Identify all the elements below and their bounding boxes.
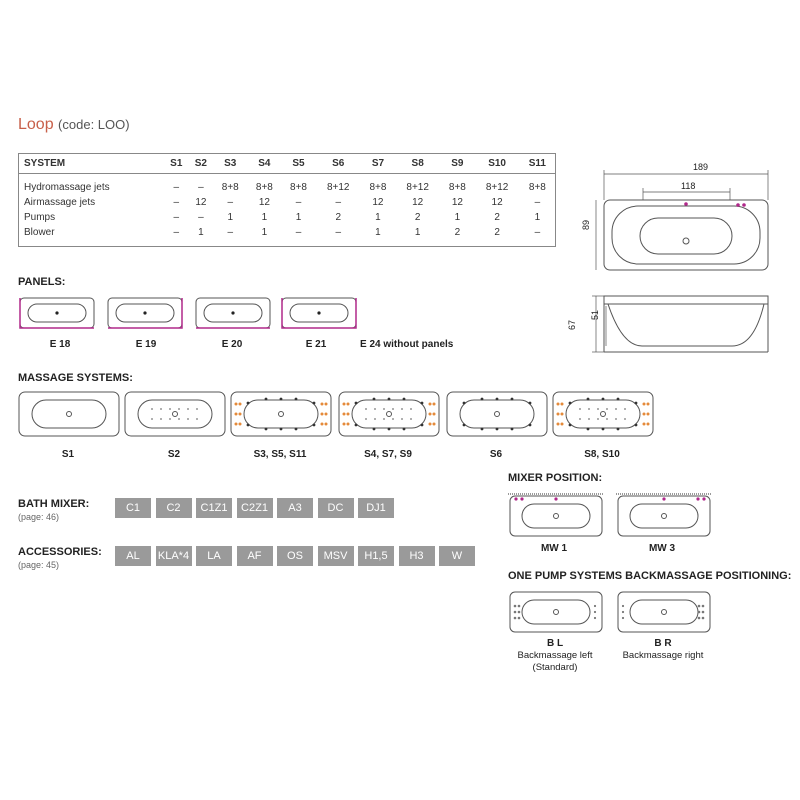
table-row [19, 180, 556, 195]
dim-inner-height: 51 [590, 309, 600, 320]
table-cell: 1 [198, 227, 204, 238]
table-cell: – [335, 197, 341, 208]
bath_mixer-item[interactable]: C1Z1 [196, 498, 232, 518]
massage-system-icon [447, 392, 547, 436]
table-cell: 8+8 [369, 182, 387, 193]
table-header-cell: S6 [316, 154, 361, 174]
table-row [19, 210, 556, 225]
massage-system-icon [125, 392, 225, 436]
table-cell: 12 [195, 197, 207, 208]
table-cell: 8+8 [255, 182, 273, 193]
table-cell: 1 [227, 212, 234, 223]
panels-heading: PANELS: [18, 276, 66, 288]
massage-label: S1 [61, 449, 75, 460]
table-cell: 8+12 [485, 182, 509, 193]
table-cell: 1 [534, 212, 541, 223]
accessories-item[interactable]: AF [237, 546, 273, 566]
mixer-position-label: MW 3 [648, 543, 676, 554]
table-cell: 2 [414, 212, 421, 223]
backmassage-right-icon [618, 592, 710, 632]
table-cell: 2 [494, 212, 500, 223]
row-label: Blower [24, 227, 55, 238]
table-header-cell: S8 [395, 154, 440, 174]
accessories-item[interactable]: H3 [399, 546, 435, 566]
table-cell: – [295, 227, 302, 238]
table-cell: 1 [375, 227, 381, 238]
table-cell: 2 [494, 227, 500, 238]
table-cell: – [173, 197, 180, 208]
table-header-cell: S7 [361, 154, 395, 174]
table-header-system: SYSTEM [19, 154, 165, 174]
table-header-cell: S3 [213, 154, 247, 174]
table-cell: – [534, 197, 541, 208]
accessories-heading: ACCESSORIES: [18, 546, 102, 558]
bath_mixer-item[interactable]: DC [318, 498, 354, 518]
table-cell: – [534, 227, 541, 238]
bath_mixer-item[interactable]: C2Z1 [237, 498, 273, 518]
table-cell: – [295, 197, 302, 208]
dim-width: 189 [693, 162, 709, 172]
panels-diagrams [18, 296, 458, 332]
table-header-cell: S5 [281, 154, 315, 174]
accessories-item[interactable]: LA [196, 546, 232, 566]
panel-e20-icon [196, 298, 270, 328]
table-cell: 1 [375, 212, 381, 223]
table-cell: 1 [295, 212, 302, 223]
accessories-item[interactable]: H1,5 [358, 546, 394, 566]
page-title [18, 116, 130, 134]
product-code: (code: LOO) [58, 117, 130, 132]
table-header-cell: S2 [189, 154, 214, 174]
panel-e18-icon [20, 298, 94, 328]
table-cell: – [227, 227, 234, 238]
row-label: Airmassage jets [24, 197, 96, 208]
table-cell: 2 [335, 212, 341, 223]
massage-diagrams [18, 390, 658, 440]
accessories-item[interactable]: AL [115, 546, 151, 566]
table-header-cell: S9 [440, 154, 474, 174]
massage-heading: MASSAGE SYSTEMS: [18, 372, 133, 384]
accessories-item[interactable]: KLA*4 [156, 546, 192, 566]
table-cell: 8+12 [326, 182, 350, 193]
table-cell: 12 [372, 197, 384, 208]
massage-system-icon [553, 392, 653, 436]
mw1-icon [508, 494, 604, 536]
table-cell: 1 [261, 227, 268, 238]
massage-label: S2 [167, 449, 181, 460]
table-cell: 12 [412, 197, 424, 208]
massage-label: S6 [489, 449, 503, 460]
table-cell: 12 [491, 197, 503, 208]
table-cell: – [198, 182, 204, 193]
table-body [19, 174, 556, 247]
table-header-row [19, 154, 556, 174]
massage-label: S4, S7, S9 [364, 449, 412, 460]
table-cell: 1 [414, 227, 421, 238]
bath_mixer-item[interactable]: A3 [277, 498, 313, 518]
accessories-page: (page: 45) [18, 560, 60, 570]
panel-label: E 19 [135, 339, 157, 350]
massage-label: S3, S5, S11 [253, 449, 307, 460]
table-header-cell: S1 [164, 154, 189, 174]
bath_mixer-item[interactable]: C1 [115, 498, 151, 518]
backmassage-code: B R [654, 638, 672, 649]
dim-height: 67 [567, 319, 577, 330]
backmassage-desc: Backmassage left [517, 650, 593, 661]
mixer-position-label: MW 1 [540, 543, 568, 554]
panel-label: E 20 [221, 339, 243, 350]
table-cell: – [173, 227, 180, 238]
bath-mixer-page: (page: 46) [18, 512, 60, 522]
table-header-cell: S4 [247, 154, 281, 174]
table-cell: 8+8 [448, 182, 466, 193]
massage-system-icon [339, 392, 439, 436]
table-cell: 8+8 [528, 182, 546, 193]
row-label: Pumps [24, 212, 56, 223]
panel-label: E 24 without panels [360, 339, 454, 350]
mixer-position-heading: MIXER POSITION: [508, 472, 603, 484]
mw3-icon [616, 494, 712, 536]
panel-label: E 21 [305, 339, 327, 350]
table-cell: 1 [261, 212, 268, 223]
accessories-item[interactable]: OS [277, 546, 313, 566]
bath_mixer-item[interactable]: DJ1 [358, 498, 394, 518]
table-cell: 1 [454, 212, 461, 223]
panel-e19-icon [108, 298, 182, 328]
backmassage-code: B L [546, 638, 564, 649]
backmassage-note: (Standard) [532, 662, 578, 673]
table-cell: – [198, 212, 204, 223]
row-label: Hydromassage jets [24, 182, 110, 193]
massage-system-icon [19, 392, 119, 436]
table-header-cell: S11 [520, 154, 556, 174]
mixer-position-diagrams [508, 490, 728, 540]
side-view-diagram [582, 290, 782, 360]
table-cell: – [227, 197, 234, 208]
bath-mixer-heading: BATH MIXER: [18, 498, 90, 510]
product-name: Loop [18, 116, 54, 133]
table-row [19, 195, 556, 210]
table-cell: 2 [454, 227, 461, 238]
table-cell: – [173, 182, 180, 193]
table-cell: – [335, 227, 341, 238]
table-row [19, 225, 556, 240]
dim-inner-width: 118 [681, 181, 696, 191]
table-cell: 12 [451, 197, 463, 208]
bath_mixer-item[interactable]: C2 [156, 498, 192, 518]
table-cell: 8+8 [290, 182, 307, 193]
backmassage-diagrams [508, 590, 728, 636]
accessories-item[interactable]: W [439, 546, 475, 566]
dim-depth: 89 [581, 219, 591, 230]
spec-table [18, 153, 556, 247]
accessories-item[interactable]: MSV [318, 546, 354, 566]
table-header-cell: S10 [474, 154, 519, 174]
massage-system-icon [231, 392, 331, 436]
table-cell: – [173, 212, 180, 223]
panel-e21-icon [282, 298, 356, 328]
massage-label: S8, S10 [584, 449, 620, 460]
table-cell: 8+12 [406, 182, 429, 193]
backmassage-left-icon [510, 592, 602, 632]
table-cell: 12 [258, 197, 270, 208]
backmassage-desc: Backmassage right [622, 650, 704, 661]
top-view-diagram [582, 160, 782, 280]
backmassage-heading: ONE PUMP SYSTEMS BACKMASSAGE POSITIONING: [508, 570, 792, 582]
table-cell: 8+8 [221, 182, 239, 193]
panel-label: E 18 [49, 339, 71, 350]
